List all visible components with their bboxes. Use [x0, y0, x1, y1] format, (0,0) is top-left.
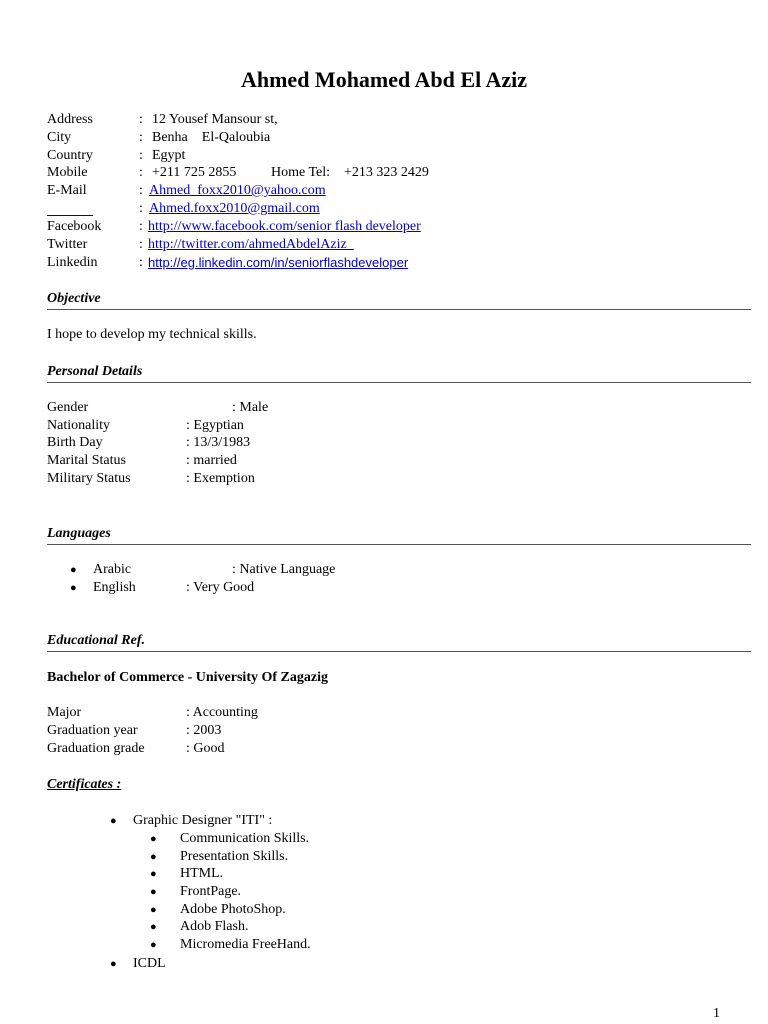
- birthday-label: Birth Day: [47, 435, 103, 450]
- major-value: : Accounting: [186, 705, 258, 720]
- graduation-year-label: Graduation year: [47, 723, 138, 738]
- page-number: 1: [713, 1006, 720, 1021]
- colon: :: [139, 148, 143, 163]
- colon: :: [139, 130, 143, 145]
- certificate-subitem: Presentation Skills.: [180, 849, 289, 864]
- certificate-subitem: Adob Flash.: [180, 919, 249, 934]
- colon: :: [139, 201, 143, 216]
- bullet-icon: ●: [150, 939, 157, 951]
- nationality-value: : Egyptian: [186, 418, 244, 433]
- language-name: English: [93, 580, 136, 595]
- major-label: Major: [47, 705, 82, 720]
- colon: :: [139, 165, 143, 180]
- mobile-label: Mobile: [47, 165, 88, 180]
- certificate-item: ICDL: [133, 956, 166, 971]
- bullet-icon: ●: [150, 851, 157, 863]
- gender-value: : Male: [232, 400, 269, 415]
- home-tel-value: +213 323 2429: [344, 165, 429, 180]
- graduation-year-value: : 2003: [186, 723, 222, 738]
- languages-heading: Languages: [47, 525, 751, 545]
- country-label: Country: [47, 148, 93, 163]
- certificate-subitem: HTML.: [180, 866, 224, 881]
- certificates-heading: Certificates :: [47, 777, 122, 792]
- marital-status-value: : married: [186, 453, 237, 468]
- home-tel-label: Home Tel:: [271, 165, 331, 180]
- nationality-label: Nationality: [47, 418, 110, 433]
- blank-underline: [47, 215, 93, 216]
- language-name: Arabic: [93, 562, 132, 577]
- linkedin-link[interactable]: http://eg.linkedin.com/in/seniorflashdeveloper: [148, 255, 409, 270]
- facebook-link[interactable]: http://www.facebook.com/senior flash developer: [148, 219, 421, 234]
- facebook-label: Facebook: [47, 219, 102, 234]
- certificate-subitem: Communication Skills.: [180, 831, 310, 846]
- objective-heading: Objective: [47, 290, 751, 310]
- degree-title: Bachelor of Commerce - University Of Zagazig: [47, 670, 328, 685]
- colon: :: [139, 112, 143, 127]
- colon: :: [139, 237, 143, 252]
- colon: :: [139, 255, 143, 270]
- twitter-label: Twitter: [47, 237, 88, 252]
- bullet-icon: ●: [150, 886, 157, 898]
- bullet-icon: ●: [110, 815, 117, 827]
- email-link-yahoo[interactable]: Ahmed_foxx2010@yahoo.com: [149, 183, 326, 198]
- colon: :: [139, 183, 143, 198]
- address-label: Address: [47, 112, 93, 127]
- address-value: 12 Yousef Mansour st,: [152, 112, 278, 127]
- gender-label: Gender: [47, 400, 89, 415]
- twitter-link[interactable]: http://twitter.com/ahmedAbdelAziz_: [148, 237, 354, 252]
- city-label: City: [47, 130, 72, 145]
- email-link-gmail[interactable]: Ahmed.foxx2010@gmail.com: [149, 201, 320, 216]
- resume-name: Ahmed Mohamed Abd El Aziz: [240, 67, 528, 92]
- bullet-icon: ●: [150, 833, 157, 845]
- military-status-label: Military Status: [47, 471, 131, 486]
- bullet-icon: ●: [70, 564, 77, 576]
- graduation-grade-value: : Good: [186, 741, 225, 756]
- objective-text: I hope to develop my technical skills.: [47, 327, 257, 342]
- certificate-item: Graphic Designer "ITI" :: [133, 813, 273, 828]
- certificate-subitem: Micromedia FreeHand.: [180, 937, 311, 952]
- bullet-icon: ●: [150, 904, 157, 916]
- country-value: Egypt: [152, 148, 186, 163]
- education-heading: Educational Ref.: [47, 632, 751, 652]
- language-level: : Very Good: [186, 580, 255, 595]
- language-level: : Native Language: [232, 562, 336, 577]
- graduation-grade-label: Graduation grade: [47, 741, 145, 756]
- mobile-value: +211 725 2855: [152, 165, 237, 180]
- bullet-icon: ●: [70, 582, 77, 594]
- personal-details-heading: Personal Details: [47, 363, 751, 383]
- bullet-icon: ●: [150, 921, 157, 933]
- colon: :: [139, 219, 143, 234]
- email-label: E-Mail: [47, 183, 87, 198]
- marital-status-label: Marital Status: [47, 453, 126, 468]
- bullet-icon: ●: [150, 868, 157, 880]
- city-value: Benha El-Qaloubia: [152, 130, 271, 145]
- linkedin-label: Linkedin: [47, 255, 98, 270]
- bullet-icon: ●: [110, 958, 117, 970]
- certificate-subitem: Adobe PhotoShop.: [180, 902, 286, 917]
- military-status-value: : Exemption: [186, 471, 255, 486]
- birthday-value: : 13/3/1983: [186, 435, 251, 450]
- certificate-subitem: FrontPage.: [180, 884, 242, 899]
